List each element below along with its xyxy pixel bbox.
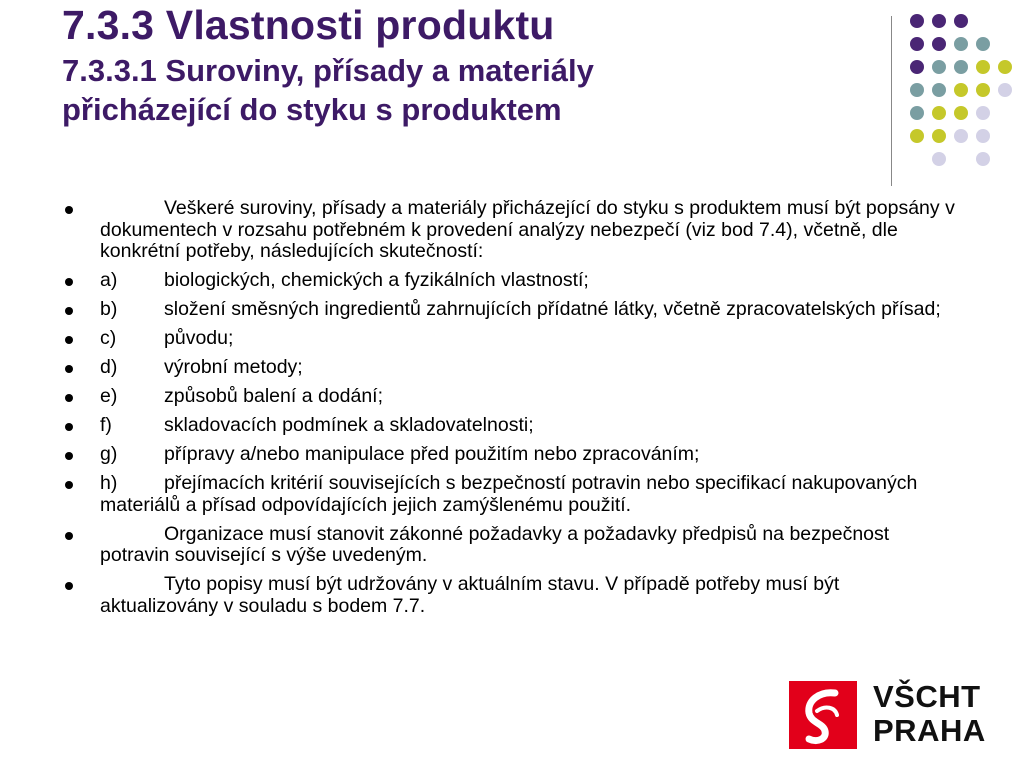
bullet-dot: [65, 307, 73, 315]
bullet-dot: [65, 206, 73, 214]
item-label: d): [100, 356, 118, 378]
decor-dot: [954, 37, 968, 51]
logo-text: [873, 680, 986, 748]
list-item: [62, 574, 962, 617]
item-text: přejímacích kritérií souvisejících s bezpečností potravin nebo specifikací nakupovaných materiálů a přísad odpovídajících jejich zamýšlenému použití.: [100, 472, 918, 516]
title-sub: [62, 51, 862, 129]
decor-dot: [932, 129, 946, 143]
list-item: [62, 524, 962, 567]
decor-dot: [910, 37, 924, 51]
decor-dot: [910, 60, 924, 74]
title-sub-line2: přicházející do styku s produktem: [62, 92, 562, 127]
bullet-list: [62, 198, 962, 625]
bullet-dot: [65, 452, 73, 460]
item-label: a): [100, 269, 118, 291]
list-item: [62, 299, 962, 321]
decor-dot: [954, 83, 968, 97]
item-text: skladovacích podmínek a skladovatelnosti;: [164, 414, 534, 436]
item-label: f): [100, 414, 112, 436]
item-text: Tyto popisy musí být udržovány v aktuálním stavu. V případě potřeby musí být aktualizovány v souladu s bodem 7.7.: [100, 573, 840, 617]
item-text: složení směsných ingredientů zahrnujících přídatné látky, včetně zpracovatelských přísad;: [164, 298, 941, 320]
item-text: přípravy a/nebo manipulace před použitím nebo zpracováním;: [164, 443, 700, 465]
item-label: c): [100, 327, 117, 349]
vscht-logo: [789, 680, 993, 750]
bullet-dot: [65, 278, 73, 286]
title-main: 7.3.3 Vlastnosti produktu: [62, 2, 555, 48]
decor-dot: [932, 14, 946, 28]
decor-dot: [910, 14, 924, 28]
item-label: b): [100, 298, 118, 320]
decor-dot: [998, 83, 1012, 97]
decor-dot: [976, 60, 990, 74]
item-label: g): [100, 443, 118, 465]
decorative-dot-grid: [906, 10, 1014, 170]
bullet-dot: [65, 365, 73, 373]
decor-dot: [932, 106, 946, 120]
decor-dot: [954, 129, 968, 143]
decor-dot: [976, 83, 990, 97]
decor-dot: [910, 129, 924, 143]
item-label: e): [100, 385, 118, 407]
title-sub-line1: 7.3.3.1 Suroviny, přísady a materiály: [62, 53, 594, 88]
decor-dot: [932, 60, 946, 74]
slide-title: [62, 2, 862, 129]
bullet-dot: [65, 582, 73, 590]
list-item: [62, 198, 962, 263]
list-item: [62, 444, 962, 466]
logo-line2: PRAHA: [873, 713, 986, 748]
list-item: [62, 270, 962, 292]
list-item: [62, 473, 962, 516]
decor-dot: [910, 106, 924, 120]
decor-dot: [976, 106, 990, 120]
bullet-dot: [65, 481, 73, 489]
bullet-dot: [65, 532, 73, 540]
divider-line: [891, 16, 892, 186]
list-item: [62, 415, 962, 437]
item-text: výrobní metody;: [164, 356, 303, 378]
decor-dot: [932, 37, 946, 51]
decor-dot: [998, 60, 1012, 74]
item-text: Veškeré suroviny, přísady a materiály přicházející do styku s produktem musí být popsány v dokumentech v rozsahu potřebném k provedení analýzy nebezpečí (viz bod 7.4), včetně, dle konkrétní potřeby, následujících skutečností:: [100, 197, 955, 262]
bullet-dot: [65, 423, 73, 431]
item-text: původu;: [164, 327, 234, 349]
list-item: [62, 357, 962, 379]
list-item: [62, 328, 962, 350]
bullet-dot: [65, 336, 73, 344]
decor-dot: [954, 60, 968, 74]
logo-line1: VŠCHT: [873, 679, 981, 714]
decor-dot: [910, 83, 924, 97]
item-text: Organizace musí stanovit zákonné požadavky a požadavky předpisů na bezpečnost potravin související s výše uvedeným.: [100, 522, 890, 566]
decor-dot: [976, 129, 990, 143]
decor-dot: [976, 152, 990, 166]
list-item: [62, 386, 962, 408]
item-text: biologických, chemických a fyzikálních vlastností;: [164, 269, 589, 291]
bullet-dot: [65, 394, 73, 402]
logo-emblem-icon: [789, 681, 857, 749]
item-text: způsobů balení a dodání;: [164, 385, 384, 407]
decor-dot: [954, 106, 968, 120]
item-label: h): [100, 472, 118, 494]
decor-dot: [932, 152, 946, 166]
decor-dot: [976, 37, 990, 51]
decor-dot: [932, 83, 946, 97]
decor-dot: [954, 14, 968, 28]
